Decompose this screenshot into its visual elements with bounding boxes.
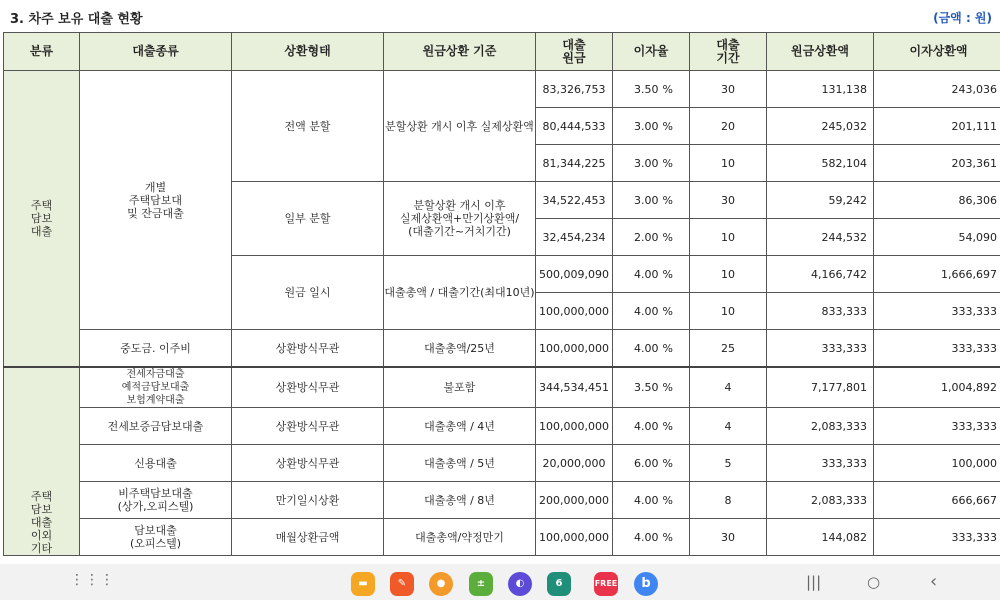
principal-repay-cell: 144,082 [767, 519, 874, 556]
rate-cell[interactable]: 3.00 [613, 182, 663, 219]
term-cell[interactable]: 4 [690, 367, 767, 408]
principal-cell[interactable]: 80,444,533 [536, 108, 613, 145]
principal-cell[interactable]: 81,344,225 [536, 145, 613, 182]
section-label-individual: 개별 주택담보대 및 잔금대출 [80, 71, 232, 330]
col-header-principal-repay: 원금상환액 [767, 33, 874, 71]
app-drawer-icon[interactable]: ⋮⋮⋮ [70, 572, 115, 588]
principal-repay-cell: 833,333 [767, 293, 874, 330]
basis-cell: 대출총액/약정만기 [384, 519, 536, 556]
interest-repay-cell: 666,667 [874, 482, 1000, 519]
internet-icon[interactable] [508, 572, 532, 596]
term-cell[interactable]: 10 [690, 256, 767, 293]
basis-cell: 대출총액 / 4년 [384, 408, 536, 445]
principal-cell[interactable]: 344,534,451 [536, 367, 613, 408]
loan-type-cell: 신용대출 [80, 445, 232, 482]
basis-full-split: 분할상환 개시 이후 실제상환액 [384, 71, 536, 182]
bixby-glyph: b [641, 576, 651, 591]
interest-repay-cell: 243,036 [874, 71, 1000, 108]
term-cell[interactable]: 25 [690, 330, 767, 368]
col-header-principal-basis: 원금상환 기준 [384, 33, 536, 71]
taskbar [0, 564, 1000, 600]
principal-cell[interactable]: 100,000,000 [536, 408, 613, 445]
rate-cell[interactable]: 4.00 [613, 293, 663, 330]
percent-sign: % [663, 219, 690, 256]
recent-apps-icon[interactable]: ||| [806, 573, 822, 591]
loan-type-cell: 중도금. 이주비 [80, 330, 232, 368]
notes-icon[interactable] [390, 572, 414, 596]
interest-repay-cell: 100,000 [874, 445, 1000, 482]
term-cell[interactable]: 10 [690, 145, 767, 182]
repayment-type-cell: 상환방식무관 [232, 408, 384, 445]
rate-cell[interactable]: 3.00 [613, 145, 663, 182]
term-cell[interactable]: 5 [690, 445, 767, 482]
term-cell[interactable]: 10 [690, 293, 767, 330]
home-icon[interactable]: ○ [867, 573, 881, 591]
percent-sign: % [663, 482, 690, 519]
bixby-icon[interactable] [634, 572, 658, 596]
free-app-icon[interactable] [594, 572, 618, 596]
loan-table [3, 32, 1000, 556]
rate-cell[interactable]: 4.00 [613, 482, 663, 519]
principal-cell[interactable]: 32,454,234 [536, 219, 613, 256]
calculator-glyph: ± [476, 578, 486, 589]
principal-repay-cell: 2,083,333 [767, 482, 874, 519]
calculator-icon[interactable] [469, 572, 493, 596]
term-cell[interactable]: 20 [690, 108, 767, 145]
term-cell[interactable]: 8 [690, 482, 767, 519]
basis-cell: 불포함 [384, 367, 536, 408]
principal-cell[interactable]: 83,326,753 [536, 71, 613, 108]
percent-sign: % [663, 330, 690, 368]
principal-cell[interactable]: 200,000,000 [536, 482, 613, 519]
table-row [4, 367, 1000, 408]
term-cell[interactable]: 30 [690, 71, 767, 108]
percent-sign: % [663, 519, 690, 556]
basis-partial-split: 분할상환 개시 이후 실제상환액+만기상환액/ (대출기간~거치기간) [384, 182, 536, 256]
table-row [4, 482, 1000, 519]
interest-repay-cell: 203,361 [874, 145, 1000, 182]
term-cell[interactable]: 4 [690, 408, 767, 445]
rate-cell[interactable]: 6.00 [613, 445, 663, 482]
table-row [4, 408, 1000, 445]
table-row [4, 519, 1000, 556]
rate-cell[interactable]: 4.00 [613, 408, 663, 445]
principal-cell[interactable]: 100,000,000 [536, 330, 613, 368]
basis-lump-sum: 대출총액 / 대출기간(최대10년) [384, 256, 536, 330]
repayment-type-cell: 매월상환금액 [232, 519, 384, 556]
repayment-type-cell: 상환방식무관 [232, 330, 384, 368]
table-row [4, 445, 1000, 482]
principal-repay-cell: 7,177,801 [767, 367, 874, 408]
calendar-icon[interactable] [547, 572, 571, 596]
col-header-term: 대출 기간 [690, 33, 767, 71]
interest-repay-cell: 333,333 [874, 519, 1000, 556]
principal-repay-cell: 333,333 [767, 330, 874, 368]
repayment-full-split: 전액 분할 [232, 71, 384, 182]
principal-cell[interactable]: 100,000,000 [536, 293, 613, 330]
percent-sign: % [663, 445, 690, 482]
col-header-loan-type: 대출종류 [80, 33, 232, 71]
basis-cell: 대출총액 / 5년 [384, 445, 536, 482]
repayment-type-cell: 상환방식무관 [232, 367, 384, 408]
contacts-icon[interactable] [429, 572, 453, 596]
table-header-row [4, 33, 1000, 71]
free-app-glyph: FREE [594, 579, 618, 588]
principal-repay-cell: 4,166,742 [767, 256, 874, 293]
basis-cell: 대출총액/25년 [384, 330, 536, 368]
principal-cell[interactable]: 34,522,453 [536, 182, 613, 219]
contacts-glyph: ● [436, 578, 446, 589]
basis-cell: 대출총액 / 8년 [384, 482, 536, 519]
col-header-category: 분류 [4, 33, 80, 71]
percent-sign: % [663, 256, 690, 293]
col-header-repayment-type: 상환형태 [232, 33, 384, 71]
interest-repay-cell: 1,004,892 [874, 367, 1000, 408]
repayment-partial-split: 일부 분할 [232, 182, 384, 256]
calendar-glyph: 6 [555, 578, 563, 589]
table-row [4, 71, 1000, 108]
principal-cell[interactable]: 20,000,000 [536, 445, 613, 482]
rate-cell[interactable]: 4.00 [613, 519, 663, 556]
loan-type-cell: 전세보증금담보대출 [80, 408, 232, 445]
principal-repay-cell: 131,138 [767, 71, 874, 108]
col-header-principal: 대출 원금 [536, 33, 613, 71]
interest-repay-cell: 201,111 [874, 108, 1000, 145]
rate-cell[interactable]: 3.00 [613, 108, 663, 145]
loan-type-cell: 비주택담보대출 (상가,오피스텔) [80, 482, 232, 519]
group-label-housing: 주택 담보 대출 [4, 71, 80, 368]
percent-sign: % [663, 145, 690, 182]
notes-glyph: ✎ [397, 578, 407, 589]
interest-repay-cell: 333,333 [874, 330, 1000, 368]
principal-repay-cell: 2,083,333 [767, 408, 874, 445]
loan-type-cell: 전세자금대출 예적금담보대출 보험계약대출 [80, 367, 232, 408]
interest-repay-cell: 1,666,697 [874, 256, 1000, 293]
percent-sign: % [663, 182, 690, 219]
interest-repay-cell: 333,333 [874, 293, 1000, 330]
repayment-type-cell: 상환방식무관 [232, 445, 384, 482]
percent-sign: % [663, 367, 690, 408]
my-files-glyph: ▬ [358, 578, 368, 589]
principal-repay-cell: 333,333 [767, 445, 874, 482]
unit-label: (금액 : 원) [933, 11, 992, 25]
principal-repay-cell: 245,032 [767, 108, 874, 145]
col-header-interest-repay: 이자상환액 [874, 33, 1000, 71]
principal-cell[interactable]: 500,009,090 [536, 256, 613, 293]
group-label-other: 주택 담보 대출 이외 기타 [4, 367, 80, 556]
table-row [4, 330, 1000, 368]
principal-repay-cell: 59,242 [767, 182, 874, 219]
interest-repay-cell: 54,090 [874, 219, 1000, 256]
back-icon[interactable]: ‹ [930, 571, 938, 592]
percent-sign: % [663, 293, 690, 330]
loan-type-cell: 담보대출 (오피스텔) [80, 519, 232, 556]
repayment-type-cell: 만기일시상환 [232, 482, 384, 519]
interest-repay-cell: 333,333 [874, 408, 1000, 445]
rate-cell[interactable]: 3.50 [613, 71, 663, 108]
principal-repay-cell: 582,104 [767, 145, 874, 182]
term-cell[interactable]: 30 [690, 519, 767, 556]
repayment-lump-sum: 원금 일시 [232, 256, 384, 330]
percent-sign: % [663, 408, 690, 445]
title-bar [0, 0, 1000, 32]
principal-cell[interactable]: 100,000,000 [536, 519, 613, 556]
page-title: 3. 차주 보유 대출 현황 [10, 12, 143, 27]
rate-cell[interactable]: 4.00 [613, 256, 663, 293]
percent-sign: % [663, 108, 690, 145]
rate-cell[interactable]: 4.00 [613, 330, 663, 368]
percent-sign: % [663, 71, 690, 108]
term-cell[interactable]: 10 [690, 219, 767, 256]
my-files-icon[interactable] [351, 572, 375, 596]
term-cell[interactable]: 30 [690, 182, 767, 219]
principal-repay-cell: 244,532 [767, 219, 874, 256]
col-header-rate: 이자율 [613, 33, 690, 71]
rate-cell[interactable]: 2.00 [613, 219, 663, 256]
internet-glyph: ◐ [515, 578, 525, 589]
rate-cell[interactable]: 3.50 [613, 367, 663, 408]
interest-repay-cell: 86,306 [874, 182, 1000, 219]
